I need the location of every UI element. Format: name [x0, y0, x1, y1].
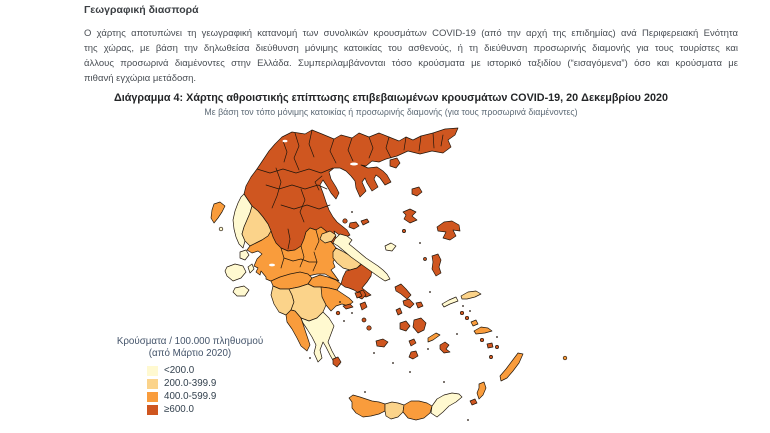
- paragraph-line: πιθανή εγχώρια μετάδοση.: [84, 73, 197, 84]
- region-lemnos: [403, 209, 417, 223]
- legend-label: 200.0-399.9: [164, 378, 217, 389]
- region-ios: [409, 339, 416, 346]
- region-rethymno: [385, 402, 404, 419]
- section-heading: Γεωγραφική διασπορά: [84, 4, 199, 16]
- region-kythnos: [360, 302, 367, 310]
- legend-title-line2: (από Μάρτιο 2020): [148, 347, 232, 359]
- region-ikaria: [442, 297, 458, 307]
- legend-label: 400.0-599.9: [164, 391, 217, 402]
- region-zakynthos: [233, 286, 249, 296]
- region-symi: [495, 345, 498, 348]
- legend-item: [84, 377, 296, 390]
- legend-label: ≥600.0: [164, 404, 194, 415]
- region-corfu: [211, 202, 225, 223]
- region-lesvos: [437, 221, 460, 240]
- region-skiathos: [343, 219, 347, 223]
- region-paros: [400, 321, 410, 331]
- figure-title: Διάγραμμα 4: Χάρτης αθροιστικής επίπτωσης επιβεβαιωμένων κρουσμάτων COVID-19, 20 Δεκεμβρίου 2020: [113, 92, 668, 104]
- region-skopelos: [349, 222, 359, 229]
- legend-title-line1: Κρούσματα / 100.000 πληθυσμού: [116, 336, 264, 347]
- region-lasithi: [431, 393, 462, 417]
- legend-swatch: [147, 405, 158, 415]
- region-psara: [424, 258, 427, 261]
- legend-item: [84, 364, 296, 377]
- region-leros: [465, 316, 468, 319]
- region-lefkada: [240, 250, 249, 260]
- paragraph-line: άλλους προσωρινά διαμένοντες στην Ελλάδα. Συμπεριλαμβάνονται τόσο κρούσματα με ιστορικό ταξιδίου (“εισαγόμενα”) όσο και κρούσματα με: [84, 58, 738, 69]
- legend-swatch: [147, 366, 158, 376]
- paragraph-line: Ο χάρτης αποτυπώνει τη γεωγραφική κατανομή των συνολικών κρουσμάτων COVID-19 (από την αρχή της επιδημίας) ανά Περιφερειακή Ενότητα: [84, 28, 738, 39]
- region-sifnos: [367, 326, 371, 330]
- region-amorgos: [428, 333, 440, 342]
- region-ithaca: [248, 264, 254, 273]
- region-spetses: [336, 311, 340, 315]
- region-naxos: [413, 318, 426, 333]
- region-syros: [396, 308, 402, 315]
- legend-label: <200.0: [164, 365, 195, 376]
- legend-item: [84, 390, 296, 403]
- region-kasos: [470, 399, 477, 405]
- region-alonnisos: [361, 219, 369, 225]
- map-legend: [84, 336, 296, 416]
- region-serifos: [362, 318, 366, 322]
- legend-title: [84, 336, 296, 359]
- region-kastellorizo: [563, 356, 567, 360]
- region-karpathos: [477, 382, 486, 399]
- region-santorini: [409, 351, 418, 359]
- region-chios: [432, 254, 441, 276]
- region-samothrace: [412, 187, 422, 196]
- region-chalki: [489, 355, 492, 358]
- region-kefalonia: [225, 264, 246, 281]
- region-andros: [395, 284, 411, 299]
- figure-subtitle: Με βάση τον τόπο μόνιμης κατοικίας ή προσωρινής διαμονής (για τους προσωρινά διαμένοντες): [204, 107, 578, 117]
- region-heraklion: [403, 401, 432, 420]
- legend-swatch: [147, 379, 158, 389]
- region-kythira: [333, 357, 341, 367]
- region-astypalea: [440, 342, 450, 353]
- region-rhodes: [500, 353, 523, 381]
- region-mykonos: [416, 302, 423, 308]
- region-patmos: [460, 311, 463, 314]
- region-nisyros: [480, 338, 483, 341]
- region-kos: [474, 327, 492, 334]
- legend-items: [84, 364, 296, 416]
- paragraph-line: της χώρας, με βάση την δηλωθείσα διεύθυνση μόνιμης κατοικίας του ασθενούς, ή τη διεύθυνση προσωρινής διαμονής για τους τουρίστες και: [84, 43, 738, 54]
- legend-swatch: [147, 392, 158, 402]
- region-chania: [349, 395, 385, 417]
- legend-item: [84, 403, 296, 416]
- region-paxos: [219, 227, 223, 231]
- region-skyros: [385, 243, 396, 251]
- region-agios-efstratios: [402, 229, 405, 232]
- region-milos: [376, 339, 388, 347]
- region-tilos: [487, 343, 493, 348]
- region-kalymnos: [471, 320, 478, 326]
- region-tinos: [403, 299, 414, 308]
- region-north-mainland: [244, 128, 458, 251]
- region-samos: [461, 291, 481, 299]
- region-thasos: [390, 158, 400, 168]
